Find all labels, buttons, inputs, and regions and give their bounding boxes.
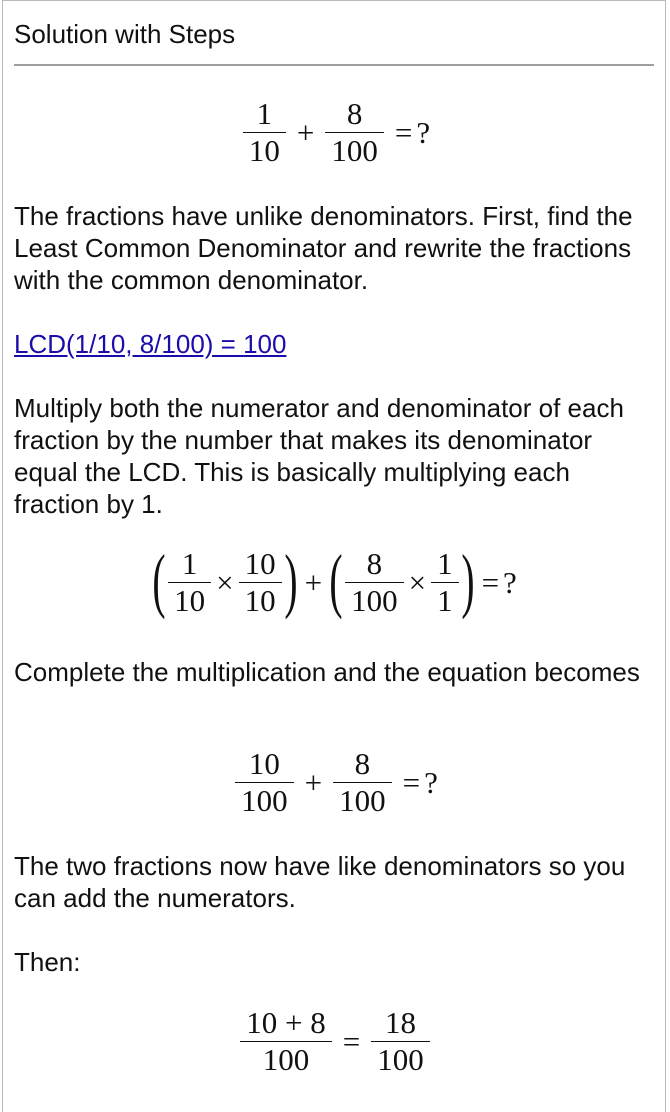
equation-2	[0, 539, 670, 620]
fraction	[240, 1005, 331, 1078]
paragraph-like-denominators: The two fractions now have like denominators so you can add the numerators.	[14, 851, 626, 913]
question-mark: ?	[503, 564, 517, 600]
equation-1	[0, 96, 670, 169]
denominator: 1	[437, 583, 453, 618]
right-paren: )	[460, 539, 475, 620]
equals-sign: =	[394, 114, 413, 150]
fraction	[333, 746, 392, 819]
denominator: 100	[351, 583, 398, 618]
right-paren: )	[284, 539, 298, 620]
denominator: 100	[262, 1042, 310, 1077]
section-heading: Solution with Steps	[14, 19, 236, 49]
question-mark: ?	[416, 114, 431, 150]
denominator: 100	[331, 133, 378, 168]
numerator: 1	[181, 546, 198, 581]
paragraph-then: Then:	[14, 947, 81, 977]
plus-sign: +	[296, 114, 315, 150]
paragraph-complete-multiplication: Complete the multiplication and the equation becomes	[14, 657, 640, 687]
paragraph-multiply: Multiply both the numerator and denominator of each fraction by the number that makes its denominator equal the LCD. This is basically multiplying each fraction by 1.	[14, 393, 624, 519]
numerator: 1	[437, 546, 453, 581]
question-mark: ?	[424, 764, 438, 800]
left-paren: (	[329, 539, 343, 620]
denominator: 10	[174, 583, 206, 618]
equals-sign: =	[481, 564, 500, 600]
numerator: 18	[384, 1005, 416, 1040]
fraction	[325, 96, 384, 169]
numerator: 8	[346, 96, 363, 131]
fraction	[168, 546, 211, 619]
numerator: 10	[244, 546, 276, 581]
lcd-row	[14, 328, 656, 360]
denominator: 100	[339, 783, 386, 818]
numerator: 8	[354, 746, 371, 781]
denominator: 100	[377, 1042, 424, 1077]
fraction	[345, 546, 404, 619]
fraction	[235, 746, 294, 819]
fraction	[243, 96, 286, 169]
plus-sign: +	[304, 764, 323, 800]
lcd-link[interactable]: LCD(1/10, 8/100) = 100	[14, 329, 287, 359]
left-paren: (	[152, 539, 166, 620]
equation-3	[0, 746, 670, 819]
heading-divider	[14, 64, 654, 66]
denominator: 10	[248, 133, 280, 168]
numerator: 10	[248, 746, 280, 781]
equals-sign: =	[402, 764, 421, 800]
denominator: 100	[241, 783, 288, 818]
numerator: 1	[256, 96, 273, 131]
numerator: 10 + 8	[246, 1005, 326, 1040]
fraction	[371, 1005, 430, 1078]
times-sign: ×	[408, 564, 427, 600]
times-sign: ×	[216, 564, 234, 600]
fraction	[239, 546, 282, 619]
paragraph-unlike-denominators: The fractions have unlike denominators. First, find the Least Common Denominator and rewrite the fractions with the common denominator.	[14, 201, 633, 295]
equals-sign: =	[342, 1023, 361, 1059]
plus-sign: +	[304, 564, 323, 600]
denominator: 10	[244, 583, 276, 618]
equation-4	[0, 1005, 670, 1078]
numerator: 8	[366, 546, 383, 581]
fraction	[431, 546, 459, 619]
